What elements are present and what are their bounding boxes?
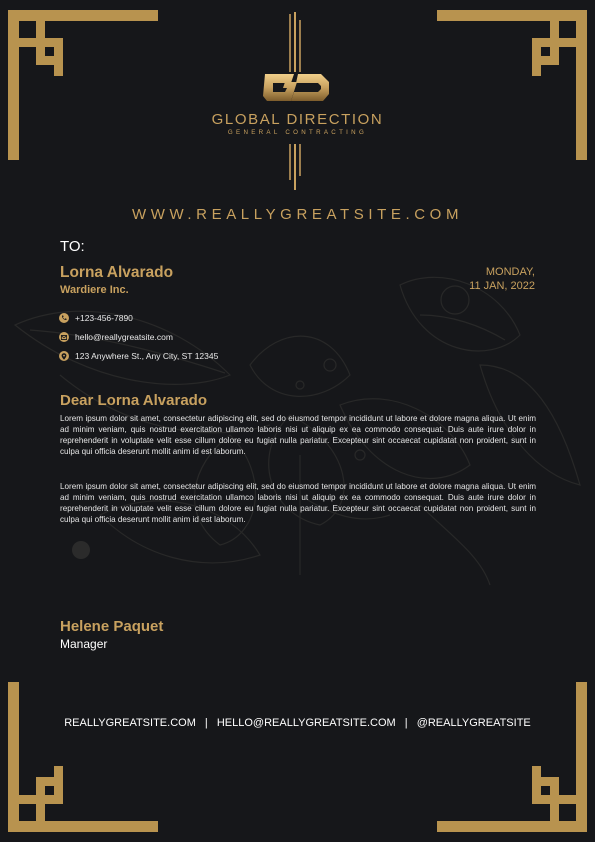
date-value: 11 JAN, 2022 [469,280,535,292]
logo-tagline: GENERAL CONTRACTING [227,129,368,136]
footer-separator: | [404,717,408,729]
corner-ornament-bottom-left [8,680,160,832]
company-logo [195,10,400,195]
footer-social[interactable]: @REALLYGREATSITE [416,717,531,729]
logo-company-name: GLOBAL DIRECTION [211,111,384,128]
letter-date [469,265,535,293]
footer-email[interactable]: HELLO@REALLYGREATSITE.COM [216,717,396,729]
decorative-dot [72,541,90,559]
letter-paragraph-1: Lorem ipsum dolor sit amet, consectetur adipiscing elit, sed do eiusmod tempor incididunt ut labore et dolore magna aliqua. Ut enim ad minim veniam, quis nostrud exercitation ullamco laboris nisi ut aliquip ex ea commodo consequat. Duis aute irure dolor in reprehenderit in voluptate velit esse cillum dolore eu fugiat nulla pariatur. Excepteur sint occaecat cupidatat non proident, sunt in culpa qui officia deserunt mollit anim id est laborum. [60,414,536,457]
mail-icon [59,332,69,342]
letter-greeting: Dear Lorna Alvarado [60,392,207,409]
logo-monogram-icon [195,10,400,195]
corner-ornament-top-right [435,10,587,162]
signature-title: Manager [60,637,108,651]
header-website[interactable]: WWW.REALLYGREATSITE.COM [131,206,464,223]
date-day: MONDAY, [485,266,535,278]
footer-contacts [0,717,595,729]
to-label: TO: [60,238,85,255]
contact-email-text: hello@reallygreatsite.com [75,332,173,342]
contact-address [59,351,218,361]
recipient-company: Wardiere Inc. [60,284,129,296]
contact-address-text: 123 Anywhere St., Any City, ST 12345 [75,351,219,361]
corner-ornament-bottom-right [435,680,587,832]
footer-website[interactable]: REALLYGREATSITE.COM [64,717,196,729]
contact-phone[interactable] [59,313,133,323]
corner-ornament-top-left [8,10,160,162]
contact-email[interactable] [59,332,173,342]
location-icon [59,351,69,361]
contact-phone-text: +123-456-7890 [75,313,133,323]
phone-icon [59,313,69,323]
recipient-name: Lorna Alvarado [60,264,174,281]
letter-paragraph-2: Lorem ipsum dolor sit amet, consectetur adipiscing elit, sed do eiusmod tempor incididunt ut labore et dolore magna aliqua. Ut enim ad minim veniam, quis nostrud exercitation ullamco laboris nisi ut aliquip ex ea commodo consequat. Duis aute irure dolor in reprehenderit in voluptate velit esse cillum dolore eu fugiat nulla pariatur. Excepteur sint occaecat cupidatat non proident, sunt in culpa qui officia deserunt mollit anim id est laborum. [60,482,536,525]
signature-name: Helene Paquet [60,618,164,635]
footer-separator: | [204,717,208,729]
